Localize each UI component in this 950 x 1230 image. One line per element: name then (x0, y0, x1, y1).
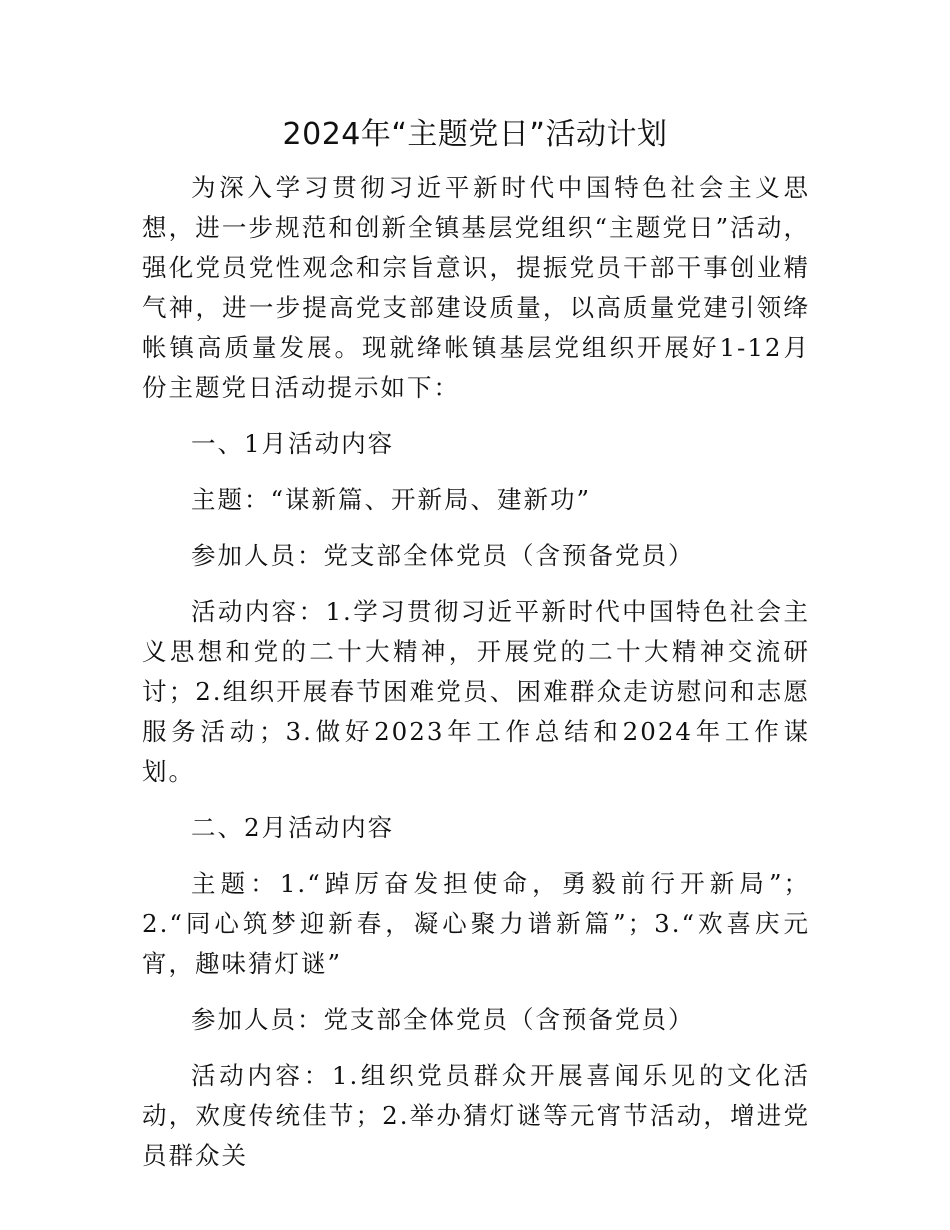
document-title: 2024年“主题党日”活动计划 (282, 117, 668, 152)
section-heading-february: 二、2月活动内容 (191, 813, 395, 842)
february-theme: 主题：1.“踔厉奋发担使命，勇毅前行开新局”；2.“同心筑梦迎新春，凝心聚力谱新篇”；3.“欢喜庆元宵，趣味猜灯谜” (142, 869, 810, 978)
february-participants: 参加人员：党支部全体党员（含预备党员） (191, 1005, 695, 1034)
january-activities: 活动内容：1.学习贯彻习近平新时代中国特色社会主义思想和党的二十大精神，开展党的二十大精神交流研讨；2.组织开展春节困难党员、困难群众走访慰问和志愿服务活动；3.做好2023年工作总结和2024年工作谋划。 (142, 597, 810, 786)
january-theme: 主题：“谋新篇、开新局、建新功” (191, 485, 592, 514)
section-heading-january: 一、1月活动内容 (191, 429, 395, 458)
february-activities: 活动内容：1.组织党员群众开展喜闻乐见的文化活动，欢度传统佳节；2.举办猜灯谜等元宵节活动，增进党员群众关 (142, 1061, 810, 1170)
document-body (142, 168, 810, 1192)
january-participants: 参加人员：党支部全体党员（含预备党员） (191, 541, 695, 570)
intro-paragraph: 为深入学习贯彻习近平新时代中国特色社会主义思想，进一步规范和创新全镇基层党组织“主题党日”活动，强化党员党性观念和宗旨意识，提振党员干部干事创业精气神，进一步提高党支部建设质量，以高质量党建引领绛帐镇高质量发展。现就绛帐镇基层党组织开展好1-12月份主题党日活动提示如下： (142, 173, 810, 402)
